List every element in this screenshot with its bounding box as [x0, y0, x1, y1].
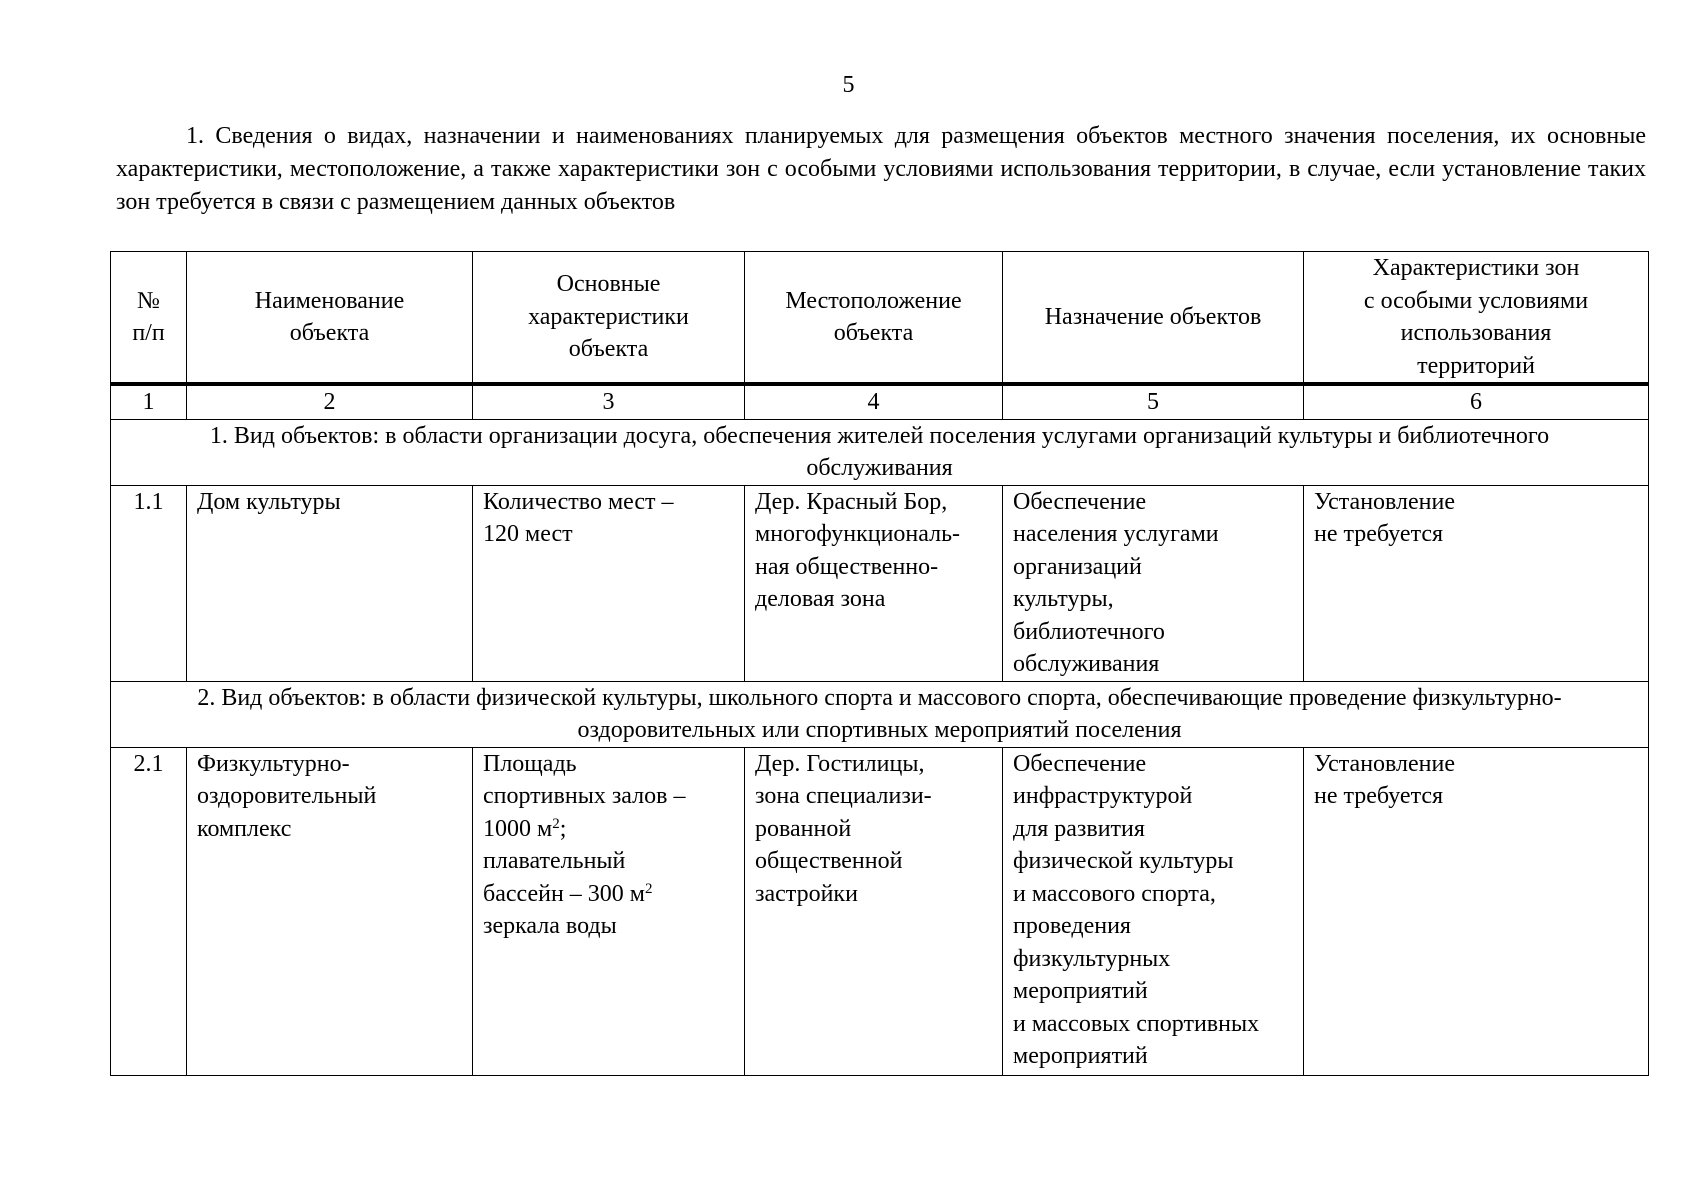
column-number: 2	[187, 384, 473, 419]
objects-table	[110, 251, 1649, 1076]
header-cell-location: Местоположение объекта	[745, 252, 1003, 385]
section-title: 2. Вид объектов: в области физической культуры, школьного спорта и массового спорта, обеспечивающие проведение физкультурно-оздоровительных или спортивных мероприятий поселения	[111, 681, 1649, 747]
row-number: 1.1	[111, 485, 187, 681]
intro-paragraph: 1. Сведения о видах, назначении и наименованиях планируемых для размещения объектов местного значения поселения, их основные характеристики, местоположение, а также характеристики зон с особыми условиями использования территории, в случае, если установление таких зон требуется в связи с размещением данных объектов	[116, 123, 1646, 215]
object-characteristics	[473, 747, 745, 1075]
object-location: Дер. Красный Бор, многофункциональ- ная общественно- деловая зона	[745, 485, 1003, 681]
column-number-row	[111, 384, 1649, 419]
column-number: 4	[745, 384, 1003, 419]
page-number: 5	[842, 72, 855, 98]
header-cell-zone: Характеристики зон с особыми условиями использования территорий	[1304, 252, 1649, 385]
section-title: 1. Вид объектов: в области организации досуга, обеспечения жителей поселения услугами организаций культуры и библиотечного обслуживания	[111, 419, 1649, 485]
column-number: 3	[473, 384, 745, 419]
table-header-row	[111, 252, 1649, 385]
characteristics-text: Количество мест – 120 мест	[483, 488, 674, 547]
superscript-squared: 2	[645, 880, 653, 897]
header-cell-name: Наименование объекта	[187, 252, 473, 385]
header-cell-purpose: Назначение объектов	[1003, 252, 1304, 385]
column-number: 6	[1304, 384, 1649, 419]
characteristics-text: ; плавательный бассейн – 300 м	[483, 815, 645, 907]
column-number: 5	[1003, 384, 1304, 419]
characteristics-text: зеркала воды	[483, 913, 617, 939]
object-zone: Установление не требуется	[1304, 747, 1649, 1075]
table-row	[111, 747, 1649, 1075]
column-number: 1	[111, 384, 187, 419]
section-row	[111, 681, 1649, 747]
header-cell-number: № п/п	[111, 252, 187, 385]
object-zone: Установление не требуется	[1304, 485, 1649, 681]
object-purpose: Обеспечение населения услугами организаций культуры, библиотечного обслуживания	[1003, 485, 1304, 681]
object-name: Физкультурно- оздоровительный комплекс	[187, 747, 473, 1075]
header-cell-characteristics: Основные характеристики объекта	[473, 252, 745, 385]
section-row	[111, 419, 1649, 485]
row-number: 2.1	[111, 747, 187, 1075]
table-row	[111, 485, 1649, 681]
object-location: Дер. Гостилицы, зона специализи- рованной общественной застройки	[745, 747, 1003, 1075]
object-name: Дом культуры	[187, 485, 473, 681]
characteristics-text: Площадь спортивных залов – 1000 м	[483, 750, 686, 842]
object-purpose: Обеспечение инфраструктурой для развития физической культуры и массового спорта, проведения физкультурных мероприятий и массовых спортивных мероприятий	[1003, 747, 1304, 1075]
superscript-squared: 2	[552, 815, 560, 832]
object-characteristics	[473, 485, 745, 681]
